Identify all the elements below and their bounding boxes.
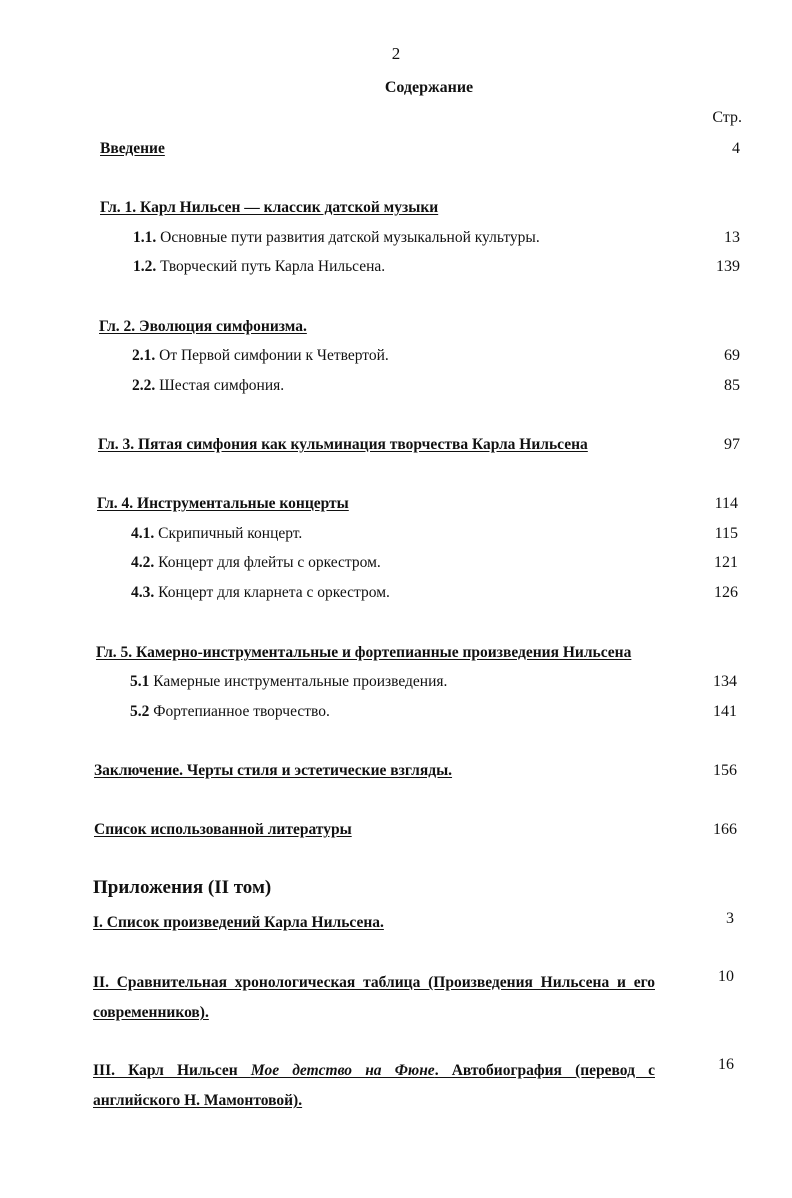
toc-section[interactable]: [132, 377, 284, 395]
toc-bibliography[interactable]: Список использованной литературы: [94, 821, 352, 838]
section-number: 4.3.: [131, 584, 155, 601]
toc-page-number: 85: [724, 377, 740, 394]
toc-page-number: 126: [714, 584, 738, 601]
toc-chapter-3[interactable]: Гл. 3. Пятая симфония как кульминация творчества Карла Нильсена: [98, 436, 588, 453]
appendix-3-text: . Автобиография (перевод с: [434, 1062, 655, 1079]
page-column-header: Стр.: [712, 109, 742, 126]
toc-page-number: 114: [714, 495, 738, 512]
toc-section[interactable]: [131, 554, 381, 572]
page-title: Содержание: [384, 79, 474, 96]
section-number: 1.1.: [133, 229, 157, 246]
section-title: Концерт для кларнета с оркестром.: [158, 584, 390, 601]
toc-chapter-1[interactable]: Гл. 1. Карл Нильсен — классик датской музыки: [100, 199, 439, 216]
appendices-heading: Приложения (II том): [93, 877, 272, 898]
toc-section[interactable]: [130, 703, 330, 721]
toc-page-number: 97: [724, 436, 740, 453]
toc-page-number: 156: [713, 762, 737, 779]
section-title: Скрипичный концерт.: [158, 525, 303, 542]
toc-conclusion[interactable]: Заключение. Черты стиля и эстетические взгляды.: [94, 762, 453, 779]
section-number: 5.2: [130, 703, 150, 720]
appendix-3-text-line2: английского Н. Мамонтовой).: [93, 1092, 303, 1109]
toc-page-number: 69: [724, 347, 740, 364]
toc-page-number: 3: [726, 910, 734, 927]
toc-page-number: 16: [718, 1056, 734, 1073]
toc-chapter-2[interactable]: Гл. 2. Эволюция симфонизма.: [99, 318, 307, 335]
section-title: Творческий путь Карла Нильсена.: [160, 258, 386, 275]
appendix-3-work-title: Мое детство на Фюне: [250, 1062, 435, 1079]
toc-appendix-1[interactable]: I. Список произведений Карла Нильсена.: [93, 914, 384, 931]
toc-intro[interactable]: Введение: [100, 140, 165, 157]
section-title: От Первой симфонии к Четвертой.: [159, 347, 389, 364]
toc-page-number: 141: [713, 703, 737, 720]
toc-appendix-3[interactable]: [93, 1056, 655, 1116]
section-title: Камерные инструментальные произведения.: [153, 673, 448, 690]
toc-page-number: 121: [714, 554, 738, 571]
toc-chapter-5[interactable]: Гл. 5. Камерно-инструментальные и фортепианные произведения Нильсена: [96, 644, 632, 661]
toc-page-number: 13: [724, 229, 740, 246]
toc-page-number: 115: [714, 525, 738, 542]
toc-section[interactable]: [130, 673, 447, 691]
section-title: Фортепианное творчество.: [153, 703, 330, 720]
toc-page-number: 10: [718, 968, 734, 985]
section-title: Концерт для флейты с оркестром.: [158, 554, 381, 571]
section-title: Шестая симфония.: [159, 377, 285, 394]
section-number: 4.1.: [131, 525, 155, 542]
toc-appendix-2[interactable]: II. Сравнительная хронологическая таблица (Произведения Нильсена и его современников).: [93, 974, 655, 1021]
section-number: 1.2.: [133, 258, 157, 275]
appendix-3-text: III. Карл Нильсен: [93, 1062, 251, 1079]
section-number: 2.2.: [132, 377, 156, 394]
toc-section[interactable]: [131, 525, 302, 543]
page-number: 2: [391, 44, 401, 63]
toc-page-number: 4: [732, 140, 740, 157]
section-number: 4.2.: [131, 554, 155, 571]
toc-section[interactable]: [132, 347, 389, 365]
section-title: Основные пути развития датской музыкальной культуры.: [160, 229, 540, 246]
section-number: 5.1: [130, 673, 150, 690]
toc-page-number: 134: [713, 673, 737, 690]
toc-page-number: 166: [713, 821, 737, 838]
toc-section[interactable]: [131, 584, 390, 602]
toc-page-number: 139: [716, 258, 740, 275]
toc-section[interactable]: [133, 229, 540, 247]
section-number: 2.1.: [132, 347, 156, 364]
toc-chapter-4[interactable]: Гл. 4. Инструментальные концерты: [97, 495, 349, 512]
toc-section[interactable]: [133, 258, 385, 276]
